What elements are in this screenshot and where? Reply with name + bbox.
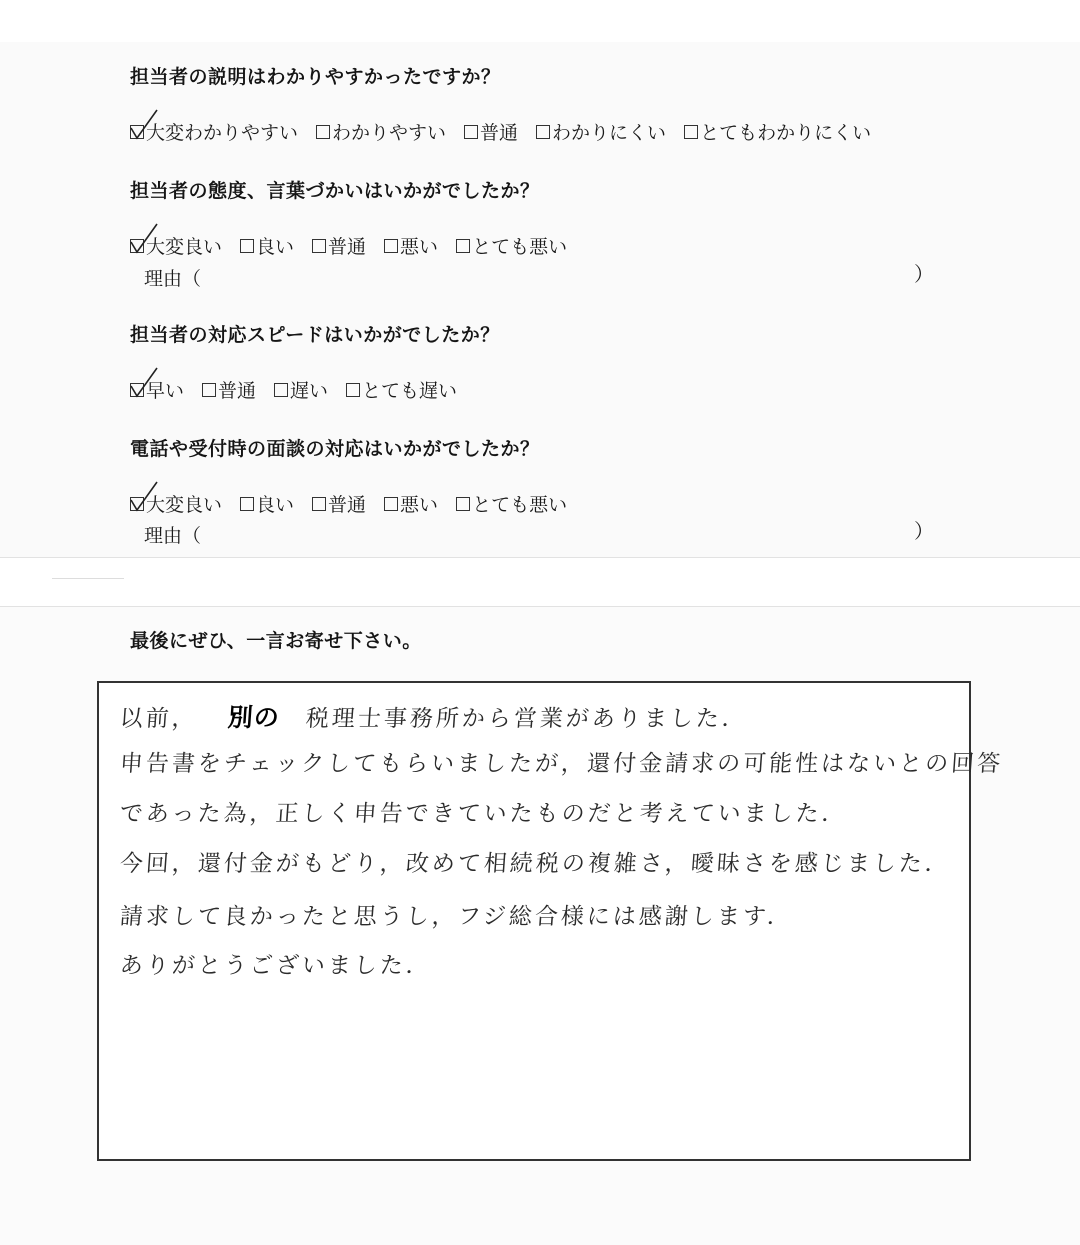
option[interactable] bbox=[240, 232, 294, 259]
option-label: とても悪い bbox=[472, 494, 568, 516]
checkbox[interactable] bbox=[240, 497, 254, 511]
checkbox[interactable] bbox=[346, 383, 360, 397]
option[interactable] bbox=[684, 118, 871, 145]
reason-close: ） bbox=[914, 262, 934, 286]
checkbox[interactable] bbox=[130, 497, 144, 511]
option-label: とても悪い bbox=[472, 236, 568, 258]
handwritten-line: 請求して良かったと思うし，フジ総合様には感謝します． bbox=[118, 904, 794, 930]
option[interactable] bbox=[384, 490, 438, 517]
checkbox[interactable] bbox=[464, 125, 478, 139]
reason-close: ） bbox=[914, 519, 934, 543]
checkbox[interactable] bbox=[312, 239, 326, 253]
question-1-options bbox=[130, 118, 871, 145]
option[interactable] bbox=[202, 376, 256, 403]
option-label: とても遅い bbox=[362, 380, 458, 402]
checkbox[interactable] bbox=[384, 239, 398, 253]
checkbox[interactable] bbox=[130, 125, 144, 139]
reason-label: 理由（ bbox=[144, 268, 202, 290]
option-label: 普通 bbox=[480, 122, 519, 144]
checkbox[interactable] bbox=[456, 239, 470, 253]
checkbox[interactable] bbox=[684, 125, 698, 139]
checkbox[interactable] bbox=[536, 125, 550, 139]
handwritten-line bbox=[119, 698, 750, 734]
option[interactable] bbox=[456, 232, 567, 259]
question-2-options bbox=[130, 232, 567, 259]
divider bbox=[52, 578, 124, 579]
handwritten-line: であった為，正しく申告できていたものだと考えていました． bbox=[118, 801, 849, 827]
handwritten-text: 税理士事務所から営業がありました． bbox=[304, 706, 749, 732]
option-label: 大変良い bbox=[146, 236, 223, 258]
option-label: 悪い bbox=[400, 236, 439, 258]
option-label: わかりにくい bbox=[552, 122, 667, 144]
question-2: 担当者の態度、言葉づかいはいかがでしたか？ bbox=[130, 180, 540, 202]
option-checked[interactable] bbox=[130, 490, 222, 517]
handwritten-line: 申告書をチェックしてもらいましたが，還付金請求の可能性はないとの回答 bbox=[118, 751, 1005, 777]
option-label: わかりやすい bbox=[332, 122, 447, 144]
comment-prompt: 最後にぜひ、一言お寄せ下さい。 bbox=[130, 630, 422, 652]
checkbox[interactable] bbox=[240, 239, 254, 253]
option-label: 早い bbox=[146, 380, 185, 402]
checkbox[interactable] bbox=[274, 383, 288, 397]
question-3-options bbox=[130, 376, 457, 403]
option-label: 大変良い bbox=[146, 494, 223, 516]
option-label: 大変わかりやすい bbox=[146, 122, 299, 144]
sheet-edge bbox=[0, 557, 1080, 558]
option[interactable] bbox=[536, 118, 666, 145]
option[interactable] bbox=[274, 376, 328, 403]
option-label: 悪い bbox=[400, 494, 439, 516]
handwritten-line: ありがとうございました． bbox=[118, 953, 433, 979]
option[interactable] bbox=[456, 490, 567, 517]
handwritten-text: 以前， bbox=[118, 706, 199, 732]
option[interactable] bbox=[346, 376, 457, 403]
sheet-edge bbox=[0, 606, 1080, 607]
question-4: 電話や受付時の面談の対応はいかがでしたか？ bbox=[130, 438, 540, 460]
option[interactable] bbox=[316, 118, 446, 145]
checkbox[interactable] bbox=[202, 383, 216, 397]
checkbox[interactable] bbox=[384, 497, 398, 511]
option-label: 普通 bbox=[328, 494, 367, 516]
option-label: とてもわかりにくい bbox=[700, 122, 872, 144]
checkbox[interactable] bbox=[456, 497, 470, 511]
option[interactable] bbox=[384, 232, 438, 259]
option-label: 普通 bbox=[328, 236, 367, 258]
option[interactable] bbox=[312, 490, 366, 517]
option-checked[interactable] bbox=[130, 376, 184, 403]
question-1: 担当者の説明はわかりやすかったですか？ bbox=[130, 66, 501, 88]
checkbox[interactable] bbox=[130, 383, 144, 397]
option-label: 普通 bbox=[218, 380, 257, 402]
handwritten-line: 今回，還付金がもどり，改めて相続税の複雑さ，曖昧さを感じました． bbox=[118, 851, 952, 877]
question-3: 担当者の対応スピードはいかがでしたか？ bbox=[130, 324, 500, 346]
option[interactable] bbox=[240, 490, 294, 517]
option-label: 良い bbox=[256, 236, 295, 258]
option-label: 良い bbox=[256, 494, 295, 516]
option-checked[interactable] bbox=[130, 232, 222, 259]
reason-label: 理由（ bbox=[144, 525, 202, 547]
checkbox[interactable] bbox=[130, 239, 144, 253]
option-checked[interactable] bbox=[130, 118, 298, 145]
option[interactable] bbox=[464, 118, 518, 145]
checkbox[interactable] bbox=[312, 497, 326, 511]
question-4-options bbox=[130, 490, 567, 517]
option-label: 遅い bbox=[290, 380, 329, 402]
printed-text: 別の bbox=[226, 703, 281, 732]
option[interactable] bbox=[312, 232, 366, 259]
checkbox[interactable] bbox=[316, 125, 330, 139]
